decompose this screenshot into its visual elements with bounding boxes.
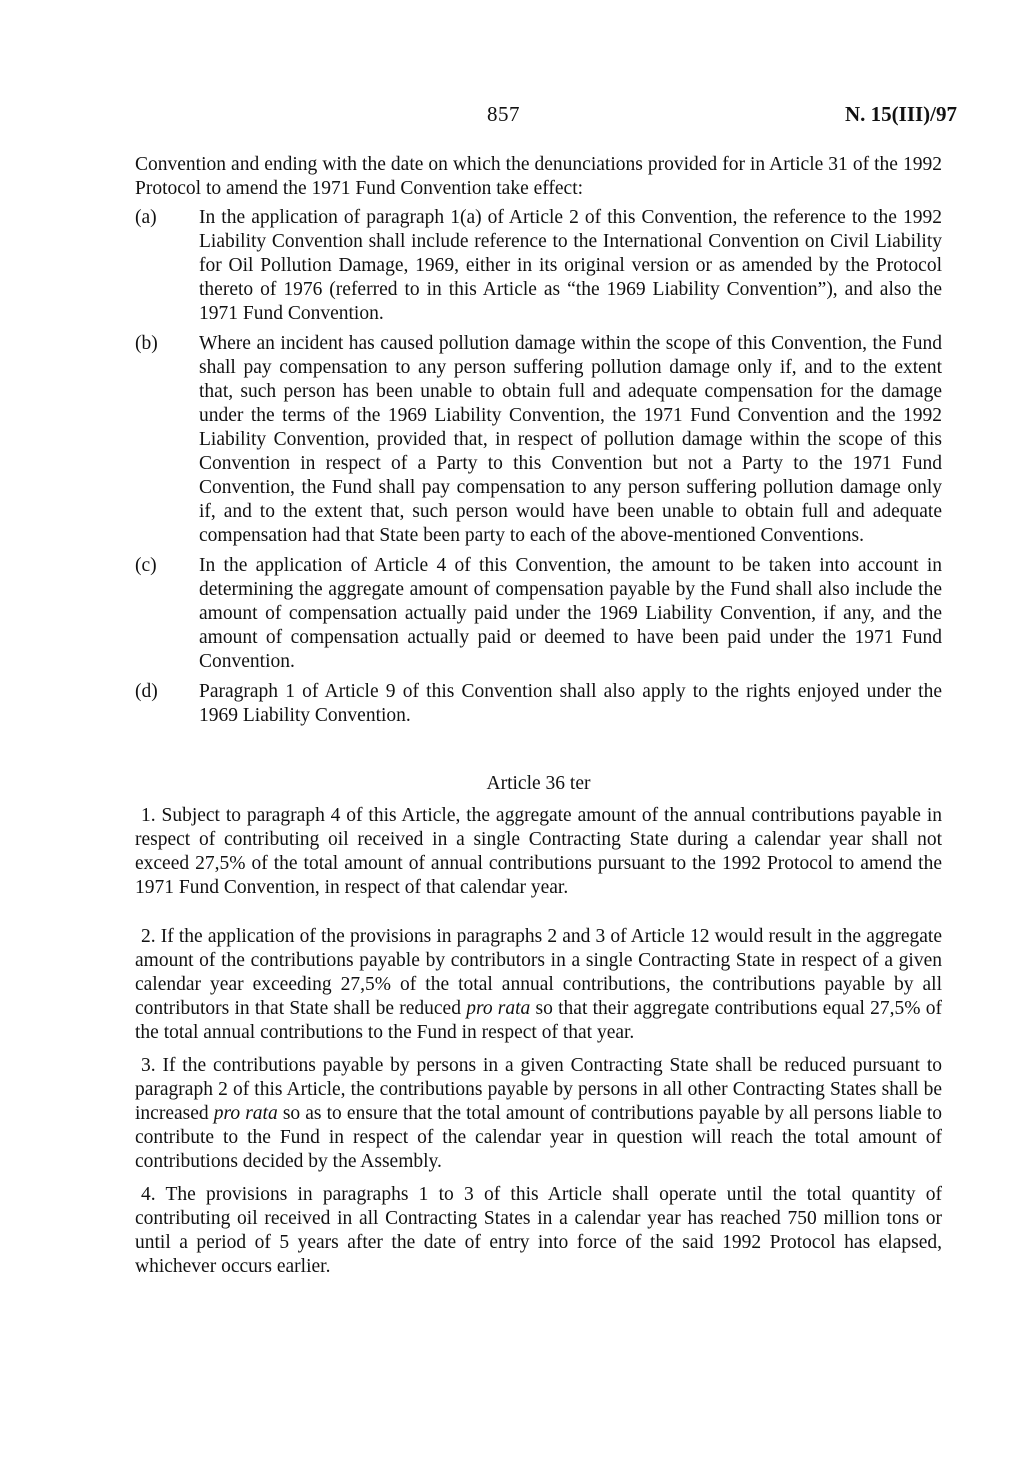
list-item-d (135, 680, 942, 728)
item-text: In the application of paragraph 1(a) of Article 2 of this Convention, the reference to the 1992 Liability Convention shall include reference to the International Convention on Civil Liability for Oil Pollution Damage, 1969, either in its original version or as amended by the Protocol thereto of 1976 (referred to in this Article as “the 1969 Liability Convention”), and also the 1971 Fund Convention. (199, 207, 942, 324)
document-body (135, 153, 942, 1279)
list-item-a (135, 206, 942, 326)
item-label: (a) (135, 207, 157, 228)
item-text: In the application of Article 4 of this Convention, the amount to be taken into account in determining the aggregate amount of compensation payable by the Fund shall also include the amount of compensation actually paid under the 1969 Liability Convention, if any, and the amount of compensation actually paid or deemed to have been paid under the 1971 Fund Convention. (199, 555, 942, 672)
item-text: Paragraph 1 of Article 9 of this Convention shall also apply to the rights enjoyed under the 1969 Liability Convention. (199, 681, 942, 726)
paragraph-4 (135, 1183, 942, 1279)
paragraph-2-text-a: 2. If the application of the provisions in paragraphs 2 and 3 of Article 12 would result in the aggregate amount of the contributions payable by contributors in a single Contracting State in respect of a given calendar year exceeding 27,5% of the total annual contributions, the contributions payable by all contributors in that State shall be reduced (135, 926, 942, 1019)
item-label: (b) (135, 333, 158, 354)
paragraph-3-text-a: 3. If the contributions payable by persons in a given Contracting State shall be reduced pursuant to paragraph 2 of this Article, the contributions payable by persons in all other Contracting States shall be increased (135, 1055, 942, 1124)
paragraph-2-italic: pro rata (466, 998, 531, 1019)
document-reference: N. 15(III)/97 (845, 102, 958, 126)
list-item-b (135, 332, 942, 548)
paragraph-2-text-b: so that their aggregate contributions equal 27,5% of the total annual contributions to the Fund in respect of that year. (135, 998, 943, 1043)
item-label: (d) (135, 681, 158, 702)
item-label: (c) (135, 555, 157, 576)
paragraph-3-italic: pro rata (213, 1103, 278, 1124)
article-heading: Article 36 ter (486, 773, 591, 794)
paragraph-3-text-b: so as to ensure that the total amount of contributions payable by all persons liable to contribute to the Fund in respect of the calendar year in question will reach the total amount of contributions decided by the Assembly. (135, 1103, 943, 1172)
paragraph-1 (135, 804, 942, 900)
page-number: 857 (487, 102, 520, 126)
page-header (0, 102, 1024, 132)
item-text: Where an incident has caused pollution damage within the scope of this Convention, the Fund shall pay compensation to any person suffering pollution damage only if, and to the extent that, such person has been unable to obtain full and adequate compensation for the damage under the terms of the 1969 Liability Convention, the 1971 Fund Convention and the 1992 Liability Convention, provided that, in respect of pollution damage within the scope of this Convention in respect of a Party to this Convention but not a Party to the 1971 Fund Convention, the Fund shall pay compensation to any person suffering pollution damage only if, and to the extent that, such person would have been unable to obtain full and adequate compensation had that State been party to each of the above-mentioned Conventions. (199, 333, 942, 546)
paragraph-3 (135, 1054, 942, 1174)
paragraph-1-text: 1. Subject to paragraph 4 of this Article, the aggregate amount of the annual contributions payable in respect of contributing oil received in a single Contracting State during a calendar year shall not exceed 27,5% of the total amount of annual contributions pursuant to the 1992 Protocol to amend the 1971 Fund Convention, in respect of that calendar year. (135, 805, 942, 898)
list-item-c (135, 554, 942, 674)
paragraph-4-text: 4. The provisions in paragraphs 1 to 3 of this Article shall operate until the total quantity of contributing oil received in all Contracting States in a calendar year has reached 750 million tons or until a period of 5 years after the date of entry into force of the said 1992 Protocol has elapsed, whichever occurs earlier. (135, 1184, 942, 1277)
intro-paragraph: Convention and ending with the date on which the denunciations provided for in Article 31 of the 1992 Protocol to amend the 1971 Fund Convention take effect: (135, 154, 942, 199)
paragraph-2 (135, 925, 942, 1045)
